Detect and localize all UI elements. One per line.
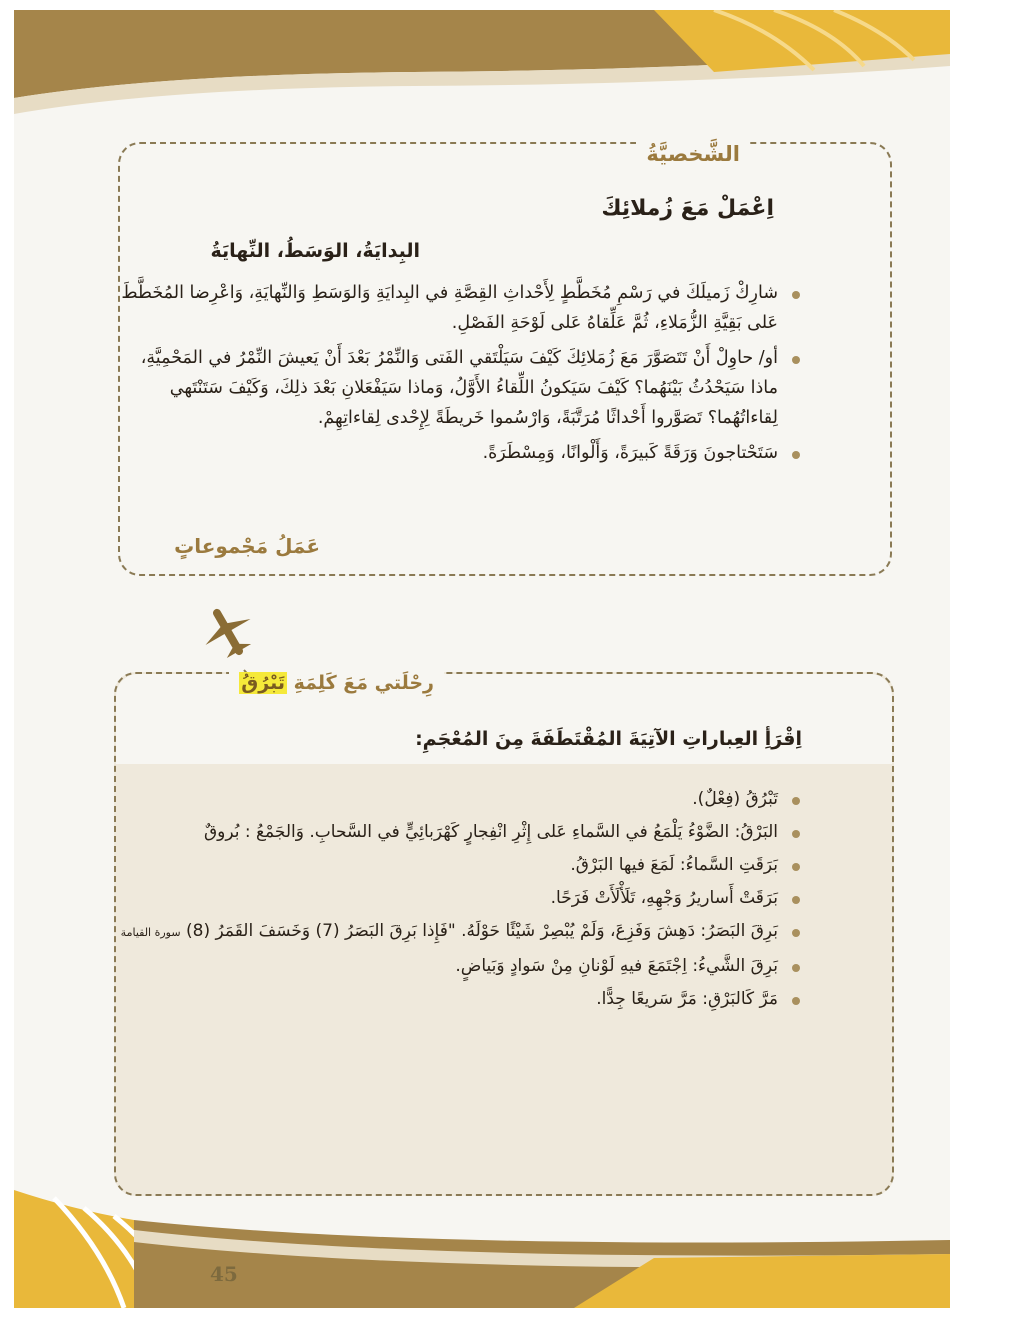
work-subtitle: البِدايَةُ، الوَسَطُ، النِّهايَةُ (210, 240, 420, 262)
bottom-banner-decoration (14, 1190, 950, 1308)
highlighted-word: تَبْرُقُ (241, 672, 285, 694)
list-item: بَرَقَتِ السَّماءُ: لَمَعَ فيها البَرْقُ. (100, 850, 800, 880)
read-instruction: اِقْرَأِ العِباراتِ الآتِيَةَ المُقْتَطَفَةَ مِنَ المُعْجَمِ: (415, 728, 802, 750)
list-item: بَرِقَ الشَّيءُ: اِجْتَمَعَ فيهِ لَوْنانِ مِنْ سَوادٍ وَبَياضٍ. (100, 951, 800, 981)
list-item: سَتَحْتاجونَ وَرَقَةً كَبيرَةً، وَأَلْوانًا، وَمِسْطَرَةً. (120, 438, 800, 468)
trip-heading (229, 672, 444, 694)
list-item: بَرَقَتْ أَساريرُ وَجْهِهِ، تَلَأْلَأَتْ فَرَحًا. (100, 883, 800, 913)
list-item: شارِكْ زَميلَكَ في رَسْمِ مُخَطَّطٍ لِأَحْداثِ القِصَّةِ في البِدايَةِ وَالوَسَطِ وَالنِّهايَةِ، وَاعْرِضا المُخَطَّطَ عَلى بَقِيَّةِ الزُّمَلاءِ، ثُمَّ عَلِّقاهُ عَلى لَوْحَةِ الفَصْلِ. (120, 278, 800, 338)
work-title: اِعْمَلْ مَعَ زُملائِكَ (601, 196, 774, 221)
trip-prefix: رِحْلَتي مَعَ كَلِمَةِ (293, 672, 434, 694)
list-item: أو/ حاوِلْ أَنْ تَتَصَوَّرَ مَعَ زُمَلائِكَ كَيْفَ سَيَلْتَقي الفَتى وَالنِّمْرُ بَعْدَ أَنْ يَعيشَ النِّمْرُ في المَحْمِيَّةِ، ماذا سَيَحْدُثُ بَيْنَهُما؟ كَيْفَ سَيَكونُ اللِّقاءُ الأَوَّلُ، وَماذا سَيَفْعَلانِ بَعْدَ ذلِكَ، وَكَيْفَ سَتَنْتَهي لِقاءاتُهُما؟ تَصَوَّروا أَحْداثًا مُرَتَّبَةً، وَارْسُموا خَريطَةً لِإِحْدى لِقاءاتِهِمْ. (120, 343, 800, 433)
list-item (100, 916, 800, 948)
textbook-page (14, 10, 950, 1308)
list-item-text: بَرِقَ البَصَرُ: دَهِشَ وَفَزِعَ، وَلَمْ يُبْصِرْ شَيْئًا حَوْلَهُ. "فَإِذا بَرِقَ البَصَرُ (7) وَخَسَفَ القَمَرُ (8) (185, 921, 778, 941)
page-number: 45 (210, 1262, 238, 1286)
top-banner-decoration (14, 10, 950, 120)
group-work-label: عَمَلُ مَجْموعاتٍ (164, 534, 330, 558)
list-item: البَرْقُ: الضَّوْءُ يَلْمَعُ في السَّماءِ عَلى إِثْرِ انْفِجارٍ كَهْرَبائِيٍّ في السَّحابِ. وَالجَمْعُ : بُروقٌ (100, 817, 800, 847)
airplane-icon (198, 602, 258, 662)
list-item: تَبْرُقُ (فِعْلٌ). (100, 784, 800, 814)
quran-reference: سورة القيامة (120, 926, 181, 939)
list-item: مَرَّ كَالبَرْقِ: مَرَّ سَريعًا جِدًّا. (100, 984, 800, 1014)
work-list (120, 278, 800, 473)
section-label: الشَّخصيَّةُ (636, 142, 750, 166)
dictionary-list (100, 784, 800, 1017)
